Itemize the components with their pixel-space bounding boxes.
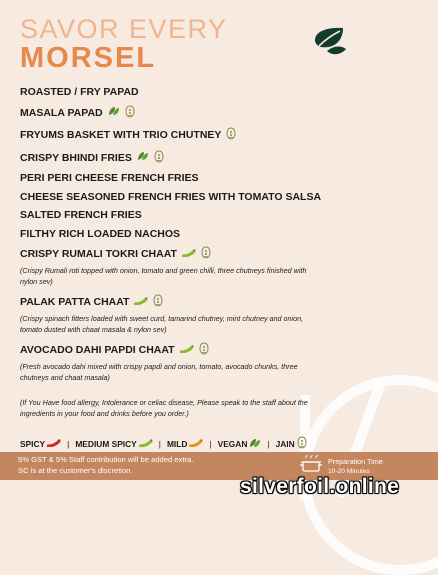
jain-icon	[153, 294, 163, 310]
menu-item-name: MASALA PAPAD	[20, 106, 103, 119]
footer-sc-line: SC is at the customer's discretion.	[18, 465, 133, 475]
legend-label: MILD	[166, 438, 188, 449]
spicy-icon	[47, 439, 61, 449]
menu-item-name: CRISPY RUMALI TOKRI CHAAT	[20, 248, 177, 260]
legend-label: MEDIUM SPICY	[75, 438, 137, 449]
menu-item-description: (Crispy spinach fitters loaded with sweet curd, tamarind chutney, mint chutney and onion, tomato dusted with chaat masala & nylon sev)	[20, 314, 304, 334]
icon-legend	[20, 436, 307, 451]
menu-item-name: CHEESE SEASONED FRENCH FRIES WITH TOMATO SALSA	[20, 190, 322, 203]
legend-label: SPICY	[20, 438, 46, 449]
menu-item-name: PALAK PATTA CHAAT	[20, 296, 130, 308]
jain-icon	[199, 342, 209, 358]
menu-item	[20, 105, 430, 121]
mild-icon	[189, 439, 203, 449]
menu-item-description: (Crispy Rumali roti topped with onion, tomato and green chilli, three chutneys finished with nylon sev)	[20, 266, 307, 286]
legend-label: JAIN	[275, 438, 295, 449]
page-subtitle: MORSEL	[20, 42, 157, 74]
jain-icon	[297, 436, 307, 451]
menu-item-description: (Fresh avocado dahi mixed with crispy papdi and onion, tomato, avocado chunks, three chutneys and chaat masala)	[20, 362, 298, 382]
menu-item-name: FILTHY RICH LOADED NACHOS	[20, 227, 181, 240]
watermark: silverfoil.online	[240, 475, 400, 498]
menu-item	[20, 127, 430, 143]
medium-spicy-icon	[134, 296, 148, 308]
medium-spicy-icon	[180, 344, 194, 356]
cooking-pot-icon	[300, 455, 322, 473]
footer-text	[18, 455, 278, 476]
legend-label: VEGAN	[217, 438, 248, 449]
jain-icon	[226, 127, 236, 143]
allergy-note: (If You Have food allergy, Intolerance or celiac disease, Please speak to the staff about the ingredients in your food and drinks before you order.)	[20, 398, 308, 418]
leaf-logo-icon	[312, 26, 348, 58]
medium-spicy-icon	[182, 248, 196, 260]
legend-separator: |	[67, 438, 70, 449]
jain-icon	[201, 246, 211, 262]
menu-item	[20, 191, 430, 203]
page-title: SAVOR EVERY	[20, 14, 228, 44]
menu-item-name: AVOCADO DAHI PAPDI CHAAT	[20, 344, 175, 356]
menu-item	[20, 228, 430, 240]
vegan-icon	[137, 151, 149, 164]
menu-item-name: ROASTED / FRY PAPAD	[20, 86, 139, 98]
menu-item	[20, 172, 430, 184]
legend-separator: |	[158, 438, 161, 449]
jain-icon	[154, 150, 164, 166]
preparation-time	[300, 455, 383, 477]
jain-icon	[125, 105, 135, 121]
prep-label: Preparation Time	[328, 457, 383, 466]
menu-item	[20, 150, 430, 166]
menu-item	[20, 342, 430, 358]
menu-list	[20, 86, 430, 390]
menu-item-name: PERI PERI CHEESE FRENCH FRIES	[20, 172, 199, 184]
legend-separator: |	[209, 438, 212, 449]
prep-time: 10-20 Minutes	[328, 468, 370, 475]
menu-item	[20, 294, 430, 310]
menu-item-name: CRISPY BHINDI FRIES	[20, 151, 132, 164]
menu-item	[20, 246, 430, 262]
menu-item	[20, 209, 430, 221]
vegan-icon	[108, 106, 120, 119]
menu-item-name: SALTED FRENCH FRIES	[20, 209, 142, 221]
footer-tax-line: 5% GST & 5% Staff contribution will be added extra.	[18, 455, 194, 464]
menu-item	[20, 86, 430, 98]
menu-item-name: FRYUMS BASKET WITH TRIO CHUTNEY	[20, 129, 222, 141]
vegan-icon	[249, 438, 261, 450]
legend-separator: |	[267, 438, 270, 449]
medium-spicy-icon	[139, 439, 153, 449]
